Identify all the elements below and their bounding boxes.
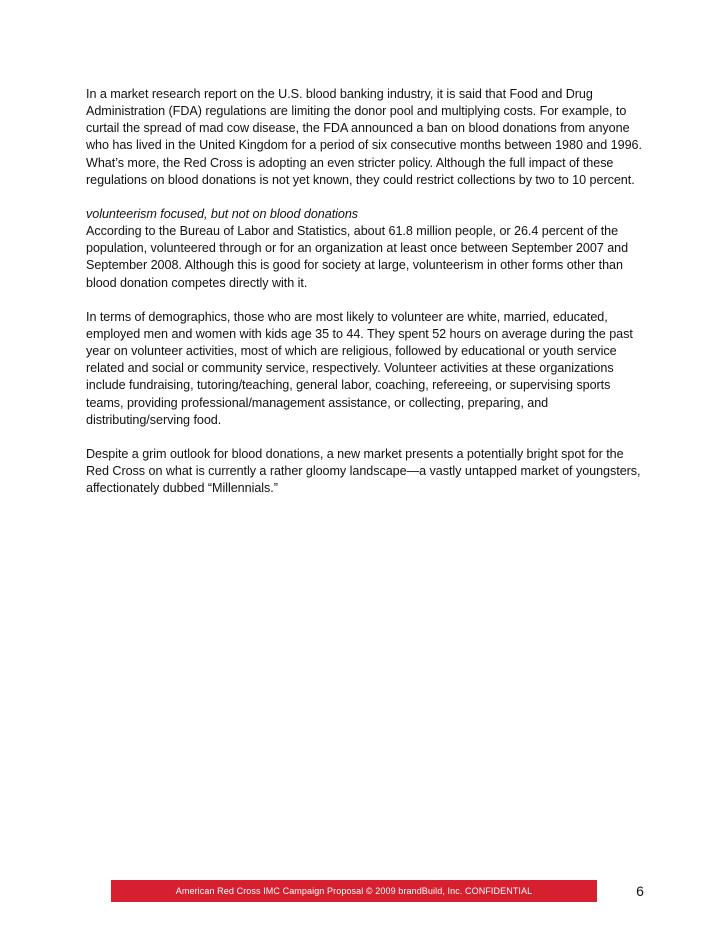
page-number: 6	[636, 883, 644, 899]
body-text	[86, 86, 646, 514]
paragraph-millennials	[86, 446, 646, 497]
section-heading: volunteerism focused, but not on blood donations	[86, 206, 359, 221]
footer-text: American Red Cross IMC Campaign Proposal © 2009 brandBuild, Inc. CONFIDENTIAL	[175, 886, 533, 896]
paragraph-fda-regulations	[86, 86, 646, 189]
paragraph-demographics	[86, 309, 646, 429]
paragraph-text: In terms of demographics, those who are most likely to volunteer are white, married, educated, employed men and women with kids age 35 to 44. They spent 52 hours on average during the past year on volunteer activities, most of which are religious, followed by educational or youth service related and social or community service, respectively. Volunteer activities at these organizations include fundraising, tutoring/teaching, general labor, coaching, refereeing, or supervising sports teams, providing professional/management assistance, or collecting, preparing, and distributing/serving food.	[86, 309, 633, 427]
paragraph-text: In a market research report on the U.S. blood banking industry, it is said that Food and Drug Administration (FDA) regulations are limiting the donor pool and multiplying costs. For example, to curtail the spread of mad cow disease, the FDA announced a ban on blood donations from anyone who has lived in the United Kingdom for a period of six consecutive months between 1980 and 1996. What’s more, the Red Cross is adopting an even stricter policy. Although the full impact of these regulations on blood donations is not yet known, they could restrict collections by two to 10 percent.	[86, 87, 642, 187]
paragraph-text: Despite a grim outlook for blood donations, a new market presents a potentially bright spot for the Red Cross on what is currently a rather gloomy landscape—a vastly untapped market of youngsters, affectionately dubbed “Millennials.”	[86, 446, 641, 496]
footer-bar	[111, 880, 597, 902]
paragraph-volunteerism	[86, 206, 646, 292]
paragraph-text: According to the Bureau of Labor and Statistics, about 61.8 million people, or 26.4 percent of the population, volunteered through or for an organization at least once between September 2007 and September 2008. Although this is good for society at large, volunteerism in other forms other than blood donation competes directly with it.	[86, 224, 629, 290]
